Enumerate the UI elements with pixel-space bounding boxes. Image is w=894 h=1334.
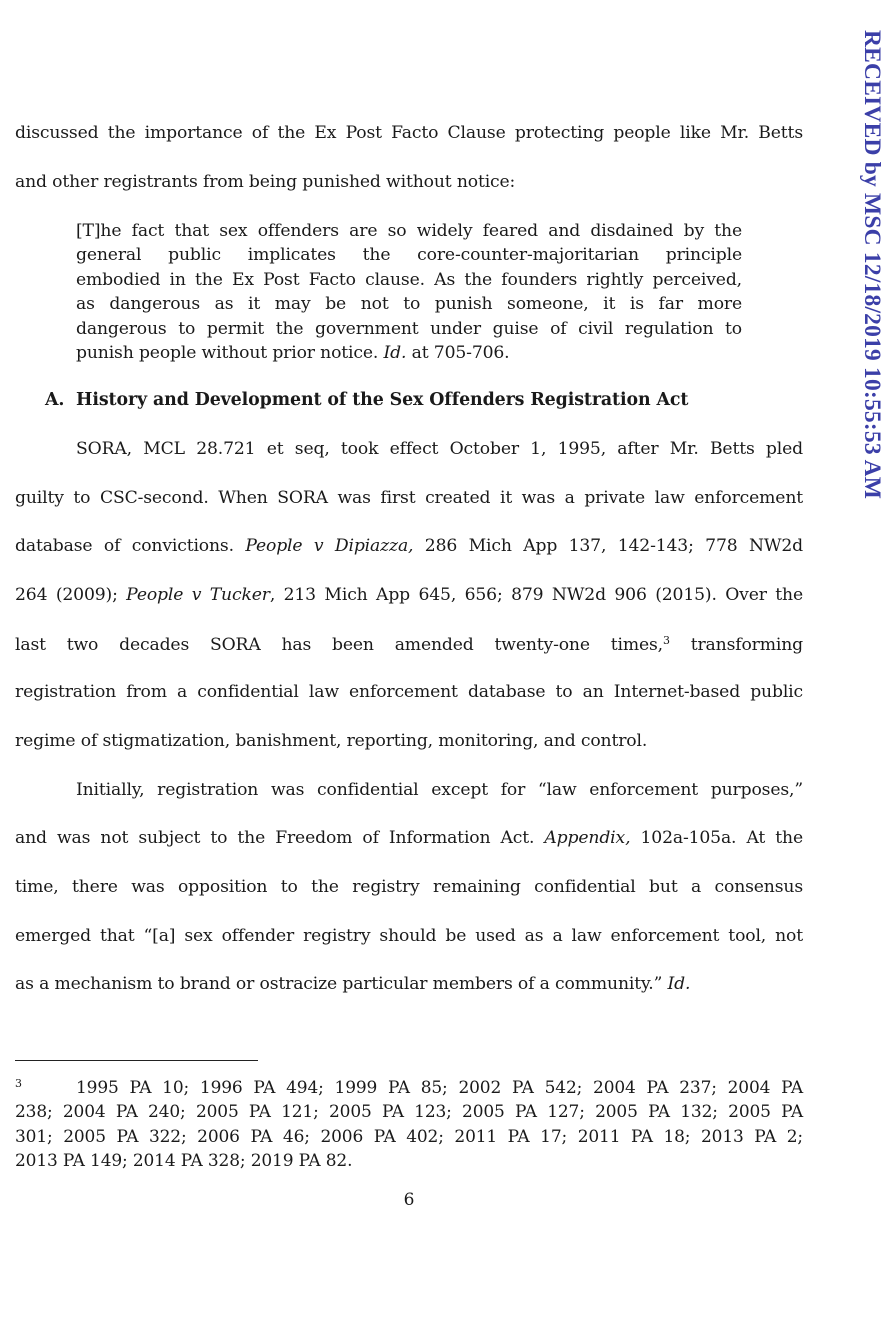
body-line: emerged that “[a] sex offender registry should be used as a law enforcement tool, not [15, 926, 803, 946]
body-line: and was not subject to the Freedom of Information Act. Appendix, 102a-105a. At the [15, 828, 803, 848]
quote-line: punish people without prior notice. Id. at 705-706. [76, 343, 510, 364]
section-title: History and Development of the Sex Offenders Registration Act [76, 390, 689, 410]
body-line: discussed the importance of the Ex Post Facto Clause protecting people like Mr. Betts [15, 123, 803, 143]
body-line: time, there was opposition to the registry remaining confidential but a consensus [15, 877, 803, 897]
body-line: Initially, registration was confidential except for “law enforcement purposes,” [76, 780, 803, 800]
footnote-line: 2013 PA 149; 2014 PA 328; 2019 PA 82. [15, 1151, 353, 1172]
body-line: guilty to CSC-second. When SORA was first created it was a private law enforcement [15, 488, 803, 508]
body-line: last two decades SORA has been amended twenty-one times,$^3$ transforming [15, 634, 803, 655]
body-line: database of convictions. People v Dipiazza, 286 Mich App 137, 142-143; 778 NW2d [15, 536, 803, 556]
footnote-line: 238; 2004 PA 240; 2005 PA 121; 2005 PA 123; 2005 PA 127; 2005 PA 132; 2005 PA [15, 1102, 803, 1123]
body-line: registration from a confidential law enforcement database to an Internet-based public [15, 682, 803, 702]
citation: Appendix, [544, 828, 631, 848]
received-stamp: RECEIVED by MSC 12/18/2019 10:55:53 AM [859, 30, 885, 500]
section-heading [45, 390, 688, 410]
footnote-divider [15, 1060, 258, 1061]
body-line: regime of stigmatization, banishment, reporting, monitoring, and control. [15, 731, 648, 751]
footnote-line: 301; 2005 PA 322; 2006 PA 46; 2006 PA 402; 2011 PA 17; 2011 PA 18; 2013 PA 2; [15, 1126, 803, 1147]
footnote-marker: 3 [15, 1077, 22, 1090]
body-line: as a mechanism to brand or ostracize particular members of a community.” Id. [15, 974, 691, 994]
body-line: and other registrants from being punished without notice: [15, 172, 516, 192]
section-letter: A. [45, 390, 65, 410]
citation: Id. [383, 343, 407, 364]
page-number: 6 [403, 1190, 415, 1210]
case-name: People v Tucker [126, 585, 270, 605]
quote-line: as dangerous as it may be not to punish someone, it is far more [76, 294, 742, 315]
body-line: 264 (2009); People v Tucker, 213 Mich App 645, 656; 879 NW2d 906 (2015). Over the [15, 585, 803, 605]
body-line: SORA, MCL 28.721 et seq, took effect October 1, 1995, after Mr. Betts pled [76, 439, 803, 459]
quote-line: [T]he fact that sex offenders are so widely feared and disdained by the [76, 221, 742, 241]
quote-line: embodied in the Ex Post Facto clause. As the founders rightly perceived, [76, 269, 742, 290]
footnote [15, 1072, 803, 1174]
footnote-ref: 3 [663, 634, 670, 647]
case-name: People v Dipiazza, [245, 536, 414, 556]
quote-line: general public implicates the core-counter-majoritarian principle [76, 245, 742, 266]
citation: Id. [667, 974, 691, 994]
block-quote [76, 219, 742, 365]
quote-line: dangerous to permit the government under guise of civil regulation to [76, 318, 742, 339]
footnote-line: 3 1995 PA 10; 1996 PA 494; 1999 PA 85; 2002 PA 542; 2004 PA 237; 2004 PA [15, 1072, 803, 1100]
